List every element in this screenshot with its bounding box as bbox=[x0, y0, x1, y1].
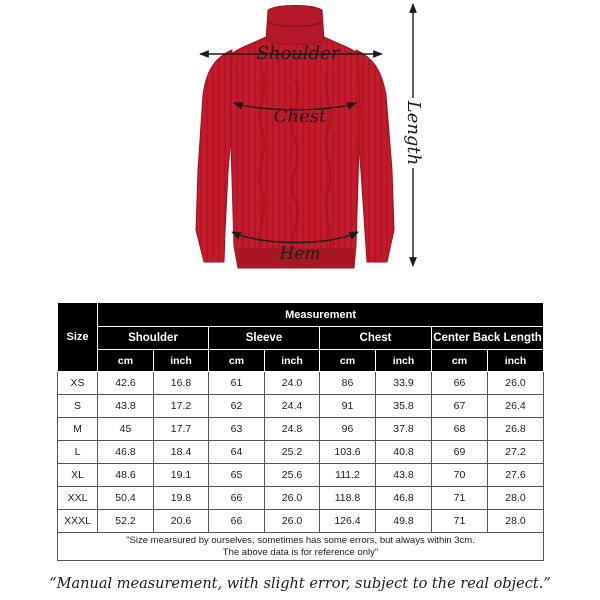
group-header-chest: Chest bbox=[320, 327, 432, 350]
value-cell: 28.0 bbox=[488, 487, 544, 510]
right-sleeve bbox=[356, 50, 394, 262]
table-note-line-1: "Size mearsured by ourselves, sometimes has some errors, but always within 3cm. bbox=[126, 534, 475, 546]
table-note bbox=[58, 533, 544, 561]
size-cell: XS bbox=[58, 372, 98, 395]
value-cell: 52.2 bbox=[98, 510, 154, 533]
value-cell: 26.0 bbox=[265, 487, 320, 510]
value-cell: 24.8 bbox=[265, 418, 320, 441]
group-header-sleeve: Sleeve bbox=[209, 327, 320, 350]
value-cell: 18.4 bbox=[154, 441, 209, 464]
value-cell: 111.2 bbox=[320, 464, 376, 487]
value-cell: 69 bbox=[432, 441, 488, 464]
value-cell: 49.8 bbox=[376, 510, 432, 533]
shoulder-label: Shoulder bbox=[256, 43, 340, 64]
table-row bbox=[58, 418, 544, 441]
value-cell: 86 bbox=[320, 372, 376, 395]
value-cell: 61 bbox=[209, 372, 265, 395]
value-cell: 48.6 bbox=[98, 464, 154, 487]
value-cell: 25.6 bbox=[265, 464, 320, 487]
length-label: Length bbox=[403, 100, 424, 166]
table-row bbox=[58, 487, 544, 510]
value-cell: 17.2 bbox=[154, 395, 209, 418]
value-cell: 46.8 bbox=[98, 441, 154, 464]
value-cell: 118.8 bbox=[320, 487, 376, 510]
unit-header: inch bbox=[488, 350, 544, 372]
value-cell: 17.7 bbox=[154, 418, 209, 441]
footer-note: “Manual measurement, with slight error, subject to the real object.” bbox=[49, 576, 551, 592]
value-cell: 67 bbox=[432, 395, 488, 418]
value-cell: 45 bbox=[98, 418, 154, 441]
value-cell: 28.0 bbox=[488, 510, 544, 533]
group-header-center-back-length: Center Back Length bbox=[432, 327, 544, 350]
value-cell: 26.8 bbox=[488, 418, 544, 441]
size-cell: S bbox=[58, 395, 98, 418]
value-cell: 50.4 bbox=[98, 487, 154, 510]
value-cell: 16.8 bbox=[154, 372, 209, 395]
table-row bbox=[58, 464, 544, 487]
value-cell: 24.0 bbox=[265, 372, 320, 395]
size-header: Size bbox=[58, 303, 98, 372]
value-cell: 66 bbox=[432, 372, 488, 395]
hem-label: Hem bbox=[279, 244, 321, 264]
value-cell: 19.1 bbox=[154, 464, 209, 487]
value-cell: 46.8 bbox=[376, 487, 432, 510]
value-cell: 40.8 bbox=[376, 441, 432, 464]
value-cell: 26.4 bbox=[488, 395, 544, 418]
length-measure bbox=[403, 4, 424, 266]
value-cell: 25.2 bbox=[265, 441, 320, 464]
unit-header: inch bbox=[376, 350, 432, 372]
value-cell: 64 bbox=[209, 441, 265, 464]
value-cell: 96 bbox=[320, 418, 376, 441]
size-chart-table bbox=[57, 302, 544, 561]
table-row bbox=[58, 441, 544, 464]
size-cell: XXL bbox=[58, 487, 98, 510]
unit-header: cm bbox=[209, 350, 265, 372]
value-cell: 43.8 bbox=[376, 464, 432, 487]
value-cell: 20.6 bbox=[154, 510, 209, 533]
table-row bbox=[58, 510, 544, 533]
size-cell: XXXL bbox=[58, 510, 98, 533]
value-cell: 33.9 bbox=[376, 372, 432, 395]
value-cell: 66 bbox=[209, 487, 265, 510]
table-note-line-2: The above data is for reference only" bbox=[222, 546, 379, 558]
value-cell: 91 bbox=[320, 395, 376, 418]
unit-header: inch bbox=[265, 350, 320, 372]
sweater-measurement-figure bbox=[0, 0, 600, 292]
group-header-shoulder: Shoulder bbox=[98, 327, 209, 350]
left-sleeve bbox=[196, 50, 233, 262]
value-cell: 71 bbox=[432, 487, 488, 510]
value-cell: 24.4 bbox=[265, 395, 320, 418]
table-row bbox=[58, 372, 544, 395]
value-cell: 62 bbox=[209, 395, 265, 418]
value-cell: 68 bbox=[432, 418, 488, 441]
size-cell: XL bbox=[58, 464, 98, 487]
value-cell: 66 bbox=[209, 510, 265, 533]
size-cell: L bbox=[58, 441, 98, 464]
value-cell: 43.8 bbox=[98, 395, 154, 418]
table-row bbox=[58, 395, 544, 418]
value-cell: 27.2 bbox=[488, 441, 544, 464]
value-cell: 70 bbox=[432, 464, 488, 487]
value-cell: 65 bbox=[209, 464, 265, 487]
value-cell: 19.8 bbox=[154, 487, 209, 510]
unit-header: cm bbox=[432, 350, 488, 372]
value-cell: 37.8 bbox=[376, 418, 432, 441]
value-cell: 26.0 bbox=[488, 372, 544, 395]
size-cell: M bbox=[58, 418, 98, 441]
value-cell: 71 bbox=[432, 510, 488, 533]
unit-header: inch bbox=[154, 350, 209, 372]
value-cell: 26.0 bbox=[265, 510, 320, 533]
table-note-row bbox=[58, 533, 544, 561]
value-cell: 27.6 bbox=[488, 464, 544, 487]
value-cell: 103.6 bbox=[320, 441, 376, 464]
value-cell: 63 bbox=[209, 418, 265, 441]
value-cell: 42.6 bbox=[98, 372, 154, 395]
value-cell: 35.8 bbox=[376, 395, 432, 418]
chest-label: Chest bbox=[273, 106, 327, 127]
measurement-header: Measurement bbox=[98, 303, 544, 327]
unit-header: cm bbox=[320, 350, 376, 372]
unit-header: cm bbox=[98, 350, 154, 372]
value-cell: 126.4 bbox=[320, 510, 376, 533]
